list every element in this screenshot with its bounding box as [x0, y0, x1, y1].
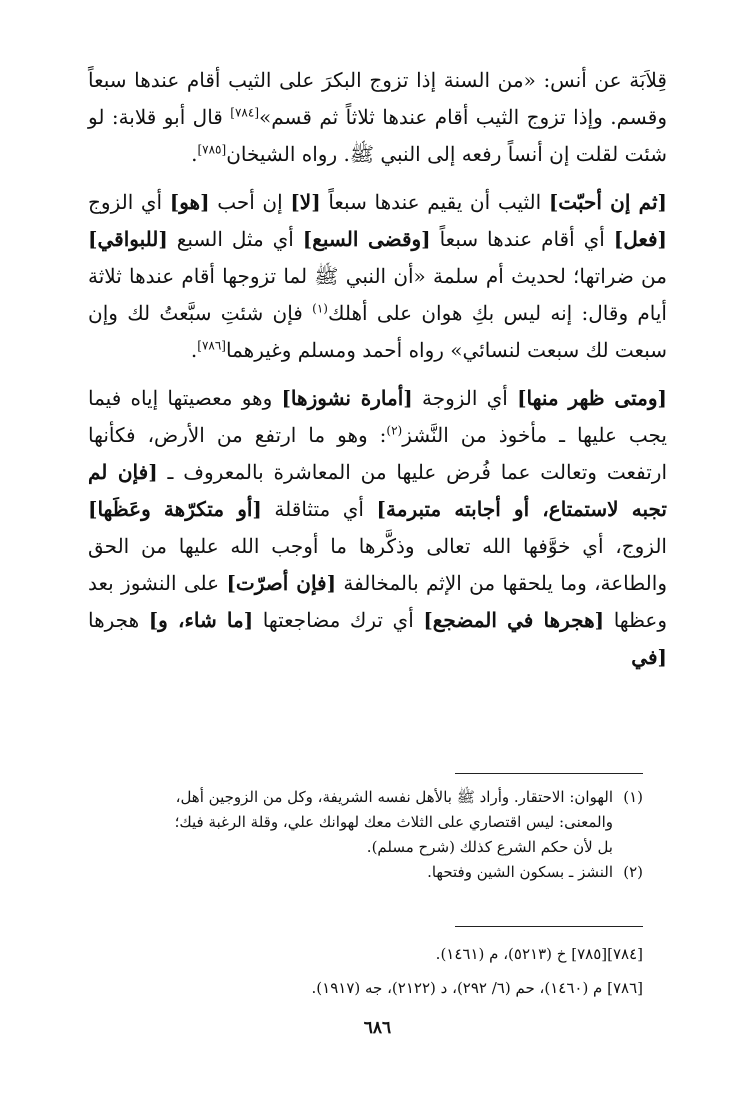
references-divider — [455, 926, 643, 927]
paragraph — [88, 380, 667, 676]
text-run: فإن شئتِ سبَّعتُ لك وإن سبعت لك سبعت لنسائي» رواه أحمد ومسلم وغيرهما — [88, 301, 667, 362]
text-run: إن أحب — [209, 190, 291, 214]
text-run: أي الزوج — [88, 190, 170, 214]
reference-line: [٧٨٤][٧٨٥] خ (٥٢١٣)، م (١٤٦١). — [435, 945, 643, 963]
bold-term: [في — [631, 645, 667, 669]
bold-term: [فعل] — [613, 227, 668, 251]
text-run: أي أقام عندها سبعاً — [430, 227, 614, 251]
reference-line: [٧٨٦] م (١٤٦٠)، حم (٦/ ٢٩٢)، د (٢١٢٢)، جه (١٩١٧). — [311, 979, 643, 997]
footnote-divider — [455, 773, 643, 774]
bold-term: [لا] — [290, 190, 321, 214]
footnote-number: (١) — [623, 788, 643, 806]
reference-marker: [٧٨٤] — [230, 105, 259, 120]
bold-term: [وقضى السبع] — [302, 227, 431, 251]
text-run: أي ترك مضاجعتها — [253, 608, 424, 632]
footnote-1-line-3: بل لأن حكم الشرع كذلك (شرح مسلم). — [366, 838, 613, 856]
footnote-number: (٢) — [623, 863, 643, 881]
page-number: ٦٨٦ — [363, 1018, 392, 1038]
hadith-references — [98, 937, 643, 1005]
text-run: أي الزوجة — [412, 386, 518, 410]
bold-term: [ثم إن أحبّت] — [548, 190, 667, 214]
footnote-text: النشز ـ بسكون الشين وفتحها. — [427, 863, 613, 881]
text-run: . — [191, 142, 198, 166]
text-run: . — [190, 338, 198, 362]
text-run: هجرها — [88, 608, 149, 632]
reference-marker: (١) — [312, 301, 328, 316]
bold-term: [فإن أصرّت] — [226, 571, 337, 595]
bold-term: [أمارة نشوزها] — [281, 386, 413, 410]
text-run: من ضراتها؛ لحديث أم سلمة «أن النبي ﷺ لما تزوجها أقام عندها ثلاثة أيام وقال: إنه ليس بكِ هوان على أهلك — [88, 264, 667, 325]
reference-marker: [٧٨٦] — [197, 338, 226, 353]
text-run: الزوج، أي خوَّفها الله تعالى وذكَّرها ما أوجب الله عليها من الحق والطاعة، وما يلحقها من الإثم بالمخالفة — [88, 534, 667, 595]
bold-term: [للبواقي] — [88, 227, 168, 251]
reference-marker: [٧٨٥] — [197, 142, 227, 157]
main-text — [88, 62, 667, 676]
text-run: على النشوز بعد وعظها — [88, 571, 667, 632]
text-run: قال أبو قلابة: لو شئت لقلت إن أنساً رفعه إلى النبي ﷺ. رواه الشيخان — [88, 105, 667, 166]
footnote-1 — [98, 785, 643, 810]
bold-term: [ومتى ظهر منها] — [517, 386, 667, 410]
text-run: وهو معصيتها إياه فيما يجب عليها ـ مأخوذ من النَّشز — [88, 386, 667, 447]
text-run: أي مثل السبع — [167, 227, 303, 251]
reference-marker: (٢) — [386, 423, 403, 438]
bold-term: [هجرها في المضجع] — [423, 608, 605, 632]
bold-term: [فإن لم تجبه لاستمتاع، أو أجابته متبرمة] — [88, 460, 667, 521]
text-run: أي متثاقلة — [261, 497, 377, 521]
text-run: الثيب أن يقيم عندها سبعاً — [320, 190, 549, 214]
footnote-2 — [98, 860, 643, 885]
text-run: قِلاَبَة عن أنس: «من السنة إذا تزوج البكرَ على الثيب أقام عندها سبعاً وقسم. وإذا تزوج الثيب أقام عندها ثلاثاً ثم قسم» — [88, 68, 667, 129]
footnotes — [98, 785, 643, 885]
text-run: : وهو ما ارتفع من الأرض، فكأنها ارتفعت وتعالت عما فُرض عليها من المعاشرة بالمعروف ـ — [88, 423, 667, 484]
paragraph — [88, 62, 667, 173]
footnote-text: الهوان: الاحتقار. وأراد ﷺ بالأهل نفسه الشريفة، وكل من الزوجين أهل، — [175, 788, 613, 806]
bold-term: [أو متكرّهة وعَظَها] — [88, 497, 262, 521]
footnote-1-line-2: والمعنى: ليس اقتصاري على الثلاث معك لهوانك علي، وقلة الرغبة فيك؛ — [174, 813, 613, 831]
bold-term: [هو] — [169, 190, 210, 214]
paragraph — [88, 184, 667, 369]
bold-term: [ما شاء، و] — [148, 608, 254, 632]
